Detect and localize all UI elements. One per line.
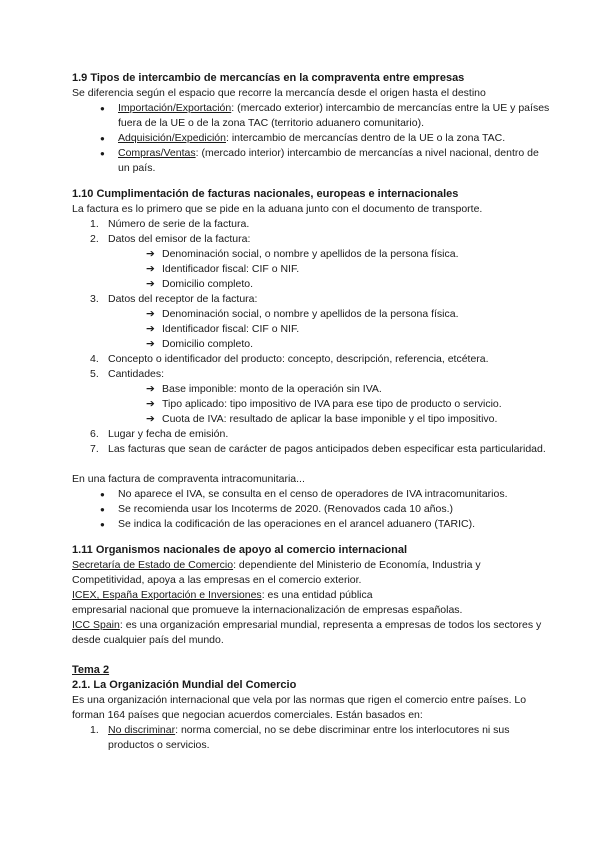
section-1-9-intro: Se diferencia según el espacio que recorre la mercancía desde el origen hasta el destino [72, 87, 486, 99]
intra-list [72, 487, 550, 532]
sub-item: ➔ Base imponible: monto de la operación sin IVA. [146, 383, 382, 395]
org-name: ICEX, España Exportación e Inversiones [72, 589, 262, 601]
org-paragraph: ICEX, España Exportación e Inversiones: es una entidad pública [72, 589, 373, 601]
section-1-11-heading: 1.11 Organismos nacionales de apoyo al comercio internacional [72, 544, 408, 556]
list-item: 7. Las facturas que sean de carácter de pagos anticipados deben especificar esta particularidad. [90, 443, 546, 455]
list-item: 2. Datos del emisor de la factura: ➔ Denominación social, o nombre y apellidos de la persona física. ➔ Identificador fiscal: CIF o NIF. ➔ Domicilio completo. [90, 232, 550, 292]
section-2-1-heading: 2.1. La Organización Mundial del Comercio [72, 679, 297, 691]
sub-list [108, 247, 550, 292]
org-paragraph: Secretaría de Estado de Comercio: dependiente del Ministerio de Economía, Industria y Competitividad, apoya a las empresas en el comercio exterior. [72, 559, 481, 586]
sub-item: ➔ Identificador fiscal: CIF o NIF. [146, 323, 300, 335]
list-item: ● Se indica la codificación de las operaciones en el arancel aduanero (TARIC). [100, 517, 550, 532]
arrow-icon: ➔ [146, 308, 155, 320]
term: Compras/Ventas [118, 147, 196, 159]
sub-item: ➔ Identificador fiscal: CIF o NIF. [146, 263, 300, 275]
section-1-10-intro: La factura es lo primero que se pide en la aduana junto con el documento de transporte. [72, 203, 483, 215]
chapter-label: Tema 2 [72, 664, 110, 676]
sub-item: ➔ Domicilio completo. [146, 338, 254, 350]
sub-item: ➔ Cuota de IVA: resultado de aplicar la base imponible y el tipo impositivo. [146, 413, 498, 425]
invoice-requirements-list [72, 217, 550, 457]
list-item: ● Importación/Exportación: (mercado exterior) intercambio de mercancías entre la UE y países fuera de la UE o de la zona TAC (territorio aduanero comunitario). [100, 101, 550, 131]
list-item: 1. Número de serie de la factura. [90, 218, 250, 230]
arrow-icon: ➔ [146, 278, 155, 290]
sub-item: ➔ Tipo aplicado: tipo impositivo de IVA para ese tipo de producto o servicio. [146, 398, 502, 410]
section-1-9-heading: 1.9 Tipos de intercambio de mercancías en la compraventa entre empresas [72, 72, 465, 84]
sub-list [108, 307, 550, 352]
list-item: 5. Cantidades: ➔ Base imponible: monto de la operación sin IVA. ➔ Tipo aplicado: tipo impositivo de IVA para ese tipo de producto o servicio. ➔ Cuota de IVA: resultado de aplicar la base imponible y el tipo impositivo. [90, 367, 550, 427]
list-item: ● Se recomienda usar los Incoterms de 2020. (Renovados cada 10 años.) [100, 502, 550, 517]
term: No discriminar [108, 724, 176, 736]
org-paragraph: ICC Spain: es una organización empresarial mundial, representa a empresas de todos los sectores y desde cualquier país del mundo. [72, 619, 542, 646]
arrow-icon: ➔ [146, 413, 155, 425]
arrow-icon: ➔ [146, 338, 155, 350]
term: Importación/Exportación [118, 102, 232, 114]
sub-item: ➔ Domicilio completo. [146, 278, 254, 290]
arrow-icon: ➔ [146, 248, 155, 260]
section-2-1-intro: Es una organización internacional que vela por las normas que rigen el comercio entre países. Lo forman 164 países que negocian acuerdos comerciales. Están basados en: [72, 694, 527, 721]
list-item: ● No aparece el IVA, se consulta en el censo de operadores de IVA intracomunitarios. [100, 487, 550, 502]
arrow-icon: ➔ [146, 383, 155, 395]
sub-item: ➔ Denominación social, o nombre y apellidos de la persona física. [146, 308, 459, 320]
sub-item: ➔ Denominación social, o nombre y apellidos de la persona física. [146, 248, 459, 260]
list-item: 4. Concepto o identificador del producto: concepto, descripción, referencia, etcétera. [90, 353, 489, 365]
arrow-icon: ➔ [146, 323, 155, 335]
list-item: 3. Datos del receptor de la factura: ➔ Denominación social, o nombre y apellidos de la persona física. ➔ Identificador fiscal: CIF o NIF. ➔ Domicilio completo. [90, 292, 550, 352]
section-1-10-heading: 1.10 Cumplimentación de facturas nacionales, europeas e internacionales [72, 188, 459, 200]
term: Adquisición/Expedición [118, 132, 226, 144]
sub-list [108, 382, 550, 427]
org-name: Secretaría de Estado de Comercio [72, 559, 234, 571]
org-paragraph-cont: empresarial nacional que promueve la internacionalización de empresas españolas. [72, 604, 463, 616]
wto-principles-list [72, 723, 550, 753]
list-item: 6. Lugar y fecha de emisión. [90, 428, 229, 440]
arrow-icon: ➔ [146, 398, 155, 410]
list-item: ● Compras/Ventas: (mercado interior) intercambio de mercancías a nivel nacional, dentro de un país. [100, 146, 550, 176]
list-item: 1. No discriminar: norma comercial, no se debe discriminar entre los interlocutores ni sus productos o servicios. [90, 724, 510, 751]
arrow-icon: ➔ [146, 263, 155, 275]
intra-intro: En una factura de compraventa intracomunitaria... [72, 473, 305, 485]
section-1-9-list [72, 101, 550, 176]
org-name: ICC Spain [72, 619, 120, 631]
list-item: ● Adquisición/Expedición: intercambio de mercancías dentro de la UE o la zona TAC. [100, 131, 550, 146]
